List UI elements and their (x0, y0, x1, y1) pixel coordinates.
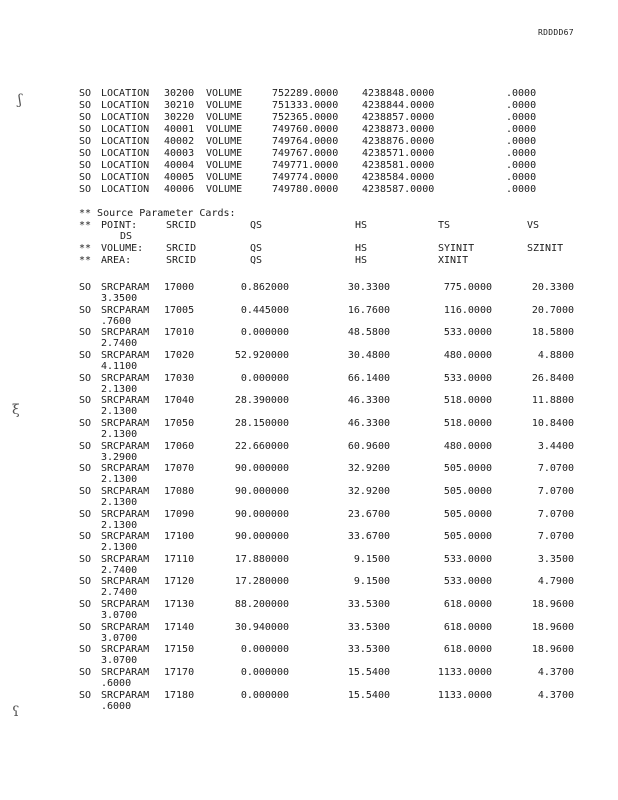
source-id: 17180 (164, 690, 195, 701)
header-srcid: SRCID (166, 255, 197, 266)
param-3: 1133.0000 (437, 667, 492, 678)
continuation-value: 2.1300 (101, 520, 138, 531)
source-id: 17070 (164, 463, 195, 474)
keyword: SRCPARAM (101, 531, 150, 542)
param-3: 480.0000 (443, 350, 492, 361)
param-3: 618.0000 (443, 622, 492, 633)
header-row-area (0, 255, 469, 267)
param-3: 533.0000 (443, 576, 492, 587)
header-vs: VS (527, 220, 540, 231)
param-3: 533.0000 (443, 327, 492, 338)
header-qs: QS (250, 220, 263, 231)
param-3: 618.0000 (443, 599, 492, 610)
document-id: RDDDD67 (538, 28, 574, 37)
keyword: SRCPARAM (101, 327, 150, 338)
source-type: VOLUME (206, 88, 243, 99)
keyword: SRCPARAM (101, 554, 150, 565)
continuation-value: 4.1100 (101, 361, 138, 372)
release-height: 30.4800 (347, 350, 390, 361)
record-type: SO (79, 690, 92, 701)
elevation: .0000 (506, 184, 537, 195)
source-id: 40005 (164, 172, 195, 183)
continuation-value: 3.2900 (101, 452, 138, 463)
header-comment-mark: ** (79, 220, 92, 231)
header-srcid: SRCID (166, 220, 197, 231)
release-height: 32.9200 (347, 486, 390, 497)
elevation: .0000 (506, 136, 537, 147)
header-syinit: SYINIT (438, 243, 475, 254)
record-type: SO (79, 486, 92, 497)
elevation: .0000 (506, 160, 537, 171)
param-3: 505.0000 (443, 486, 492, 497)
param-3: 505.0000 (443, 509, 492, 520)
emission-rate: 90.000000 (234, 486, 289, 497)
source-type: VOLUME (206, 136, 243, 147)
param-4: 18.5800 (531, 327, 574, 338)
emission-rate: 0.862000 (240, 282, 289, 293)
keyword: LOCATION (101, 148, 150, 159)
source-id: 17010 (164, 327, 195, 338)
param-3: 775.0000 (443, 282, 492, 293)
source-id: 17040 (164, 395, 195, 406)
keyword: LOCATION (101, 172, 150, 183)
x-coordinate: 749767.0000 (272, 148, 339, 159)
emission-rate: 0.000000 (240, 327, 289, 338)
emission-rate: 90.000000 (234, 531, 289, 542)
y-coordinate: 4238587.0000 (362, 184, 435, 195)
header-point: POINT: (101, 220, 138, 231)
param-3: 518.0000 (443, 418, 492, 429)
source-type: VOLUME (206, 100, 243, 111)
emission-rate: 28.150000 (234, 418, 289, 429)
emission-rate: 0.000000 (240, 644, 289, 655)
source-id: 17090 (164, 509, 195, 520)
keyword: LOCATION (101, 112, 150, 123)
record-type: SO (79, 136, 92, 147)
x-coordinate: 749774.0000 (272, 172, 339, 183)
header-hs: HS (355, 255, 368, 266)
emission-rate: 22.660000 (234, 441, 289, 452)
record-type: SO (79, 124, 92, 135)
keyword: SRCPARAM (101, 667, 150, 678)
emission-rate: 0.000000 (240, 690, 289, 701)
record-type: SO (79, 88, 92, 99)
y-coordinate: 4238844.0000 (362, 100, 435, 111)
source-id: 40001 (164, 124, 195, 135)
elevation: .0000 (506, 172, 537, 183)
param-4: 20.3300 (531, 282, 574, 293)
continuation-value: .7600 (101, 316, 132, 327)
record-type: SO (79, 463, 92, 474)
keyword: SRCPARAM (101, 599, 150, 610)
source-parameter-title (0, 208, 236, 220)
release-height: 33.6700 (347, 531, 390, 542)
continuation-value: 2.1300 (101, 474, 138, 485)
param-4: 10.8400 (531, 418, 574, 429)
source-id: 40006 (164, 184, 195, 195)
param-4: 4.3700 (537, 690, 574, 701)
continuation-value: .6000 (101, 701, 132, 712)
header-row-volume (0, 243, 564, 255)
record-type: SO (79, 531, 92, 542)
source-type: VOLUME (206, 112, 243, 123)
keyword: SRCPARAM (101, 418, 150, 429)
elevation: .0000 (506, 100, 537, 111)
header-hs: HS (355, 220, 368, 231)
header-comment-mark: ** (79, 243, 92, 254)
source-id: 17050 (164, 418, 195, 429)
continuation-value: 2.7400 (101, 565, 138, 576)
param-3: 533.0000 (443, 554, 492, 565)
release-height: 15.5400 (347, 690, 390, 701)
y-coordinate: 4238876.0000 (362, 136, 435, 147)
record-type: SO (79, 644, 92, 655)
keyword: SRCPARAM (101, 441, 150, 452)
param-4: 26.8400 (531, 373, 574, 384)
emission-rate: 90.000000 (234, 509, 289, 520)
source-id: 17060 (164, 441, 195, 452)
source-id: 17080 (164, 486, 195, 497)
release-height: 9.1500 (353, 554, 390, 565)
keyword: SRCPARAM (101, 373, 150, 384)
source-id: 30220 (164, 112, 195, 123)
header-volume: VOLUME: (101, 243, 144, 254)
record-type: SO (79, 576, 92, 587)
source-id: 17170 (164, 667, 195, 678)
emission-rate: 90.000000 (234, 463, 289, 474)
record-type: SO (79, 395, 92, 406)
record-type: SO (79, 599, 92, 610)
param-4: 7.0700 (537, 486, 574, 497)
keyword: SRCPARAM (101, 690, 150, 701)
emission-rate: 0.000000 (240, 373, 289, 384)
param-3: 505.0000 (443, 463, 492, 474)
source-id: 40002 (164, 136, 195, 147)
record-type: SO (79, 554, 92, 565)
continuation-value: 2.1300 (101, 542, 138, 553)
record-type: SO (79, 112, 92, 123)
release-height: 23.6700 (347, 509, 390, 520)
keyword: SRCPARAM (101, 305, 150, 316)
continuation-value: 2.7400 (101, 338, 138, 349)
param-4: 4.8800 (537, 350, 574, 361)
continuation-value: 3.3500 (101, 293, 138, 304)
margin-mark: ʃ (18, 92, 22, 108)
source-id: 17000 (164, 282, 195, 293)
record-type: SO (79, 667, 92, 678)
record-type: SO (79, 148, 92, 159)
header-ds: DS (120, 231, 133, 242)
header-hs: HS (355, 243, 368, 254)
keyword: SRCPARAM (101, 509, 150, 520)
emission-rate: 30.940000 (234, 622, 289, 633)
release-height: 9.1500 (353, 576, 390, 587)
record-type: SO (79, 509, 92, 520)
record-type: SO (79, 172, 92, 183)
source-id: 30210 (164, 100, 195, 111)
continuation-value: 2.1300 (101, 429, 138, 440)
param-4: 4.7900 (537, 576, 574, 587)
header-row-point-cont (0, 231, 133, 243)
release-height: 30.3300 (347, 282, 390, 293)
keyword: SRCPARAM (101, 463, 150, 474)
source-type: VOLUME (206, 184, 243, 195)
emission-rate: 0.000000 (240, 667, 289, 678)
param-3: 505.0000 (443, 531, 492, 542)
header-qs: QS (250, 255, 263, 266)
header-xinit: XINIT (438, 255, 469, 266)
param-3: 518.0000 (443, 395, 492, 406)
release-height: 48.5800 (347, 327, 390, 338)
release-height: 60.9600 (347, 441, 390, 452)
source-id: 40004 (164, 160, 195, 171)
y-coordinate: 4238857.0000 (362, 112, 435, 123)
param-4: 3.3500 (537, 554, 574, 565)
record-type: SO (79, 184, 92, 195)
continuation-value: 2.1300 (101, 384, 138, 395)
record-type: SO (79, 441, 92, 452)
source-id: 17120 (164, 576, 195, 587)
keyword: SRCPARAM (101, 350, 150, 361)
param-4: 7.0700 (537, 509, 574, 520)
param-4: 20.7000 (531, 305, 574, 316)
continuation-value: 2.7400 (101, 587, 138, 598)
record-type: SO (79, 282, 92, 293)
header-szinit: SZINIT (527, 243, 564, 254)
param-4: 3.4400 (537, 441, 574, 452)
source-id: 30200 (164, 88, 195, 99)
keyword: LOCATION (101, 160, 150, 171)
continuation-value: 3.0700 (101, 655, 138, 666)
source-id: 17150 (164, 644, 195, 655)
param-3: 618.0000 (443, 644, 492, 655)
margin-mark: ξ (12, 402, 20, 418)
source-type: VOLUME (206, 148, 243, 159)
param-3: 533.0000 (443, 373, 492, 384)
emission-rate: 17.880000 (234, 554, 289, 565)
source-id: 17005 (164, 305, 195, 316)
source-id: 17030 (164, 373, 195, 384)
elevation: .0000 (506, 112, 537, 123)
param-3: 1133.0000 (437, 690, 492, 701)
emission-rate: 88.200000 (234, 599, 289, 610)
param-4: 7.0700 (537, 531, 574, 542)
elevation: .0000 (506, 88, 537, 99)
param-4: 7.0700 (537, 463, 574, 474)
x-coordinate: 749764.0000 (272, 136, 339, 147)
source-type: VOLUME (206, 160, 243, 171)
record-type: SO (79, 350, 92, 361)
continuation-value: 3.0700 (101, 610, 138, 621)
header-srcid: SRCID (166, 243, 197, 254)
header-qs: QS (250, 243, 263, 254)
source-id: 17110 (164, 554, 195, 565)
keyword: LOCATION (101, 100, 150, 111)
x-coordinate: 752365.0000 (272, 112, 339, 123)
keyword: SRCPARAM (101, 576, 150, 587)
keyword: SRCPARAM (101, 622, 150, 633)
release-height: 16.7600 (347, 305, 390, 316)
x-coordinate: 751333.0000 (272, 100, 339, 111)
keyword: SRCPARAM (101, 395, 150, 406)
release-height: 33.5300 (347, 622, 390, 633)
record-type: SO (79, 622, 92, 633)
source-id: 17100 (164, 531, 195, 542)
source-type: VOLUME (206, 124, 243, 135)
emission-rate: 28.390000 (234, 395, 289, 406)
release-height: 33.5300 (347, 599, 390, 610)
emission-rate: 0.445000 (240, 305, 289, 316)
continuation-value: 3.0700 (101, 633, 138, 644)
source-id: 17020 (164, 350, 195, 361)
param-4: 18.9600 (531, 644, 574, 655)
elevation: .0000 (506, 148, 537, 159)
keyword: SRCPARAM (101, 486, 150, 497)
emission-rate: 17.280000 (234, 576, 289, 587)
keyword: SRCPARAM (101, 644, 150, 655)
release-height: 46.3300 (347, 395, 390, 406)
emission-rate: 52.920000 (234, 350, 289, 361)
continuation-value: .6000 (101, 678, 132, 689)
header-comment-mark: ** (79, 255, 92, 266)
param-3: 480.0000 (443, 441, 492, 452)
margin-mark: ʕ (12, 704, 20, 720)
keyword: LOCATION (101, 124, 150, 135)
release-height: 46.3300 (347, 418, 390, 429)
y-coordinate: 4238584.0000 (362, 172, 435, 183)
source-type: VOLUME (206, 172, 243, 183)
record-type: SO (79, 160, 92, 171)
param-3: 116.0000 (443, 305, 492, 316)
y-coordinate: 4238581.0000 (362, 160, 435, 171)
record-type: SO (79, 100, 92, 111)
y-coordinate: 4238571.0000 (362, 148, 435, 159)
header-title: ** Source Parameter Cards: (79, 208, 236, 219)
source-id: 17130 (164, 599, 195, 610)
header-area: AREA: (101, 255, 132, 266)
record-type: SO (79, 373, 92, 384)
keyword: SRCPARAM (101, 282, 150, 293)
y-coordinate: 4238848.0000 (362, 88, 435, 99)
release-height: 66.1400 (347, 373, 390, 384)
record-type: SO (79, 418, 92, 429)
record-type: SO (79, 327, 92, 338)
source-id: 40003 (164, 148, 195, 159)
y-coordinate: 4238873.0000 (362, 124, 435, 135)
x-coordinate: 749760.0000 (272, 124, 339, 135)
continuation-value: 2.1300 (101, 406, 138, 417)
keyword: LOCATION (101, 136, 150, 147)
source-id: 17140 (164, 622, 195, 633)
record-type: SO (79, 305, 92, 316)
keyword: LOCATION (101, 184, 150, 195)
header-ts: TS (438, 220, 451, 231)
param-4: 11.8800 (531, 395, 574, 406)
param-4: 18.9600 (531, 599, 574, 610)
release-height: 15.5400 (347, 667, 390, 678)
release-height: 33.5300 (347, 644, 390, 655)
param-4: 18.9600 (531, 622, 574, 633)
continuation-value: 2.1300 (101, 497, 138, 508)
param-4: 4.3700 (537, 667, 574, 678)
x-coordinate: 749771.0000 (272, 160, 339, 171)
x-coordinate: 752289.0000 (272, 88, 339, 99)
release-height: 32.9200 (347, 463, 390, 474)
keyword: LOCATION (101, 88, 150, 99)
x-coordinate: 749780.0000 (272, 184, 339, 195)
elevation: .0000 (506, 124, 537, 135)
